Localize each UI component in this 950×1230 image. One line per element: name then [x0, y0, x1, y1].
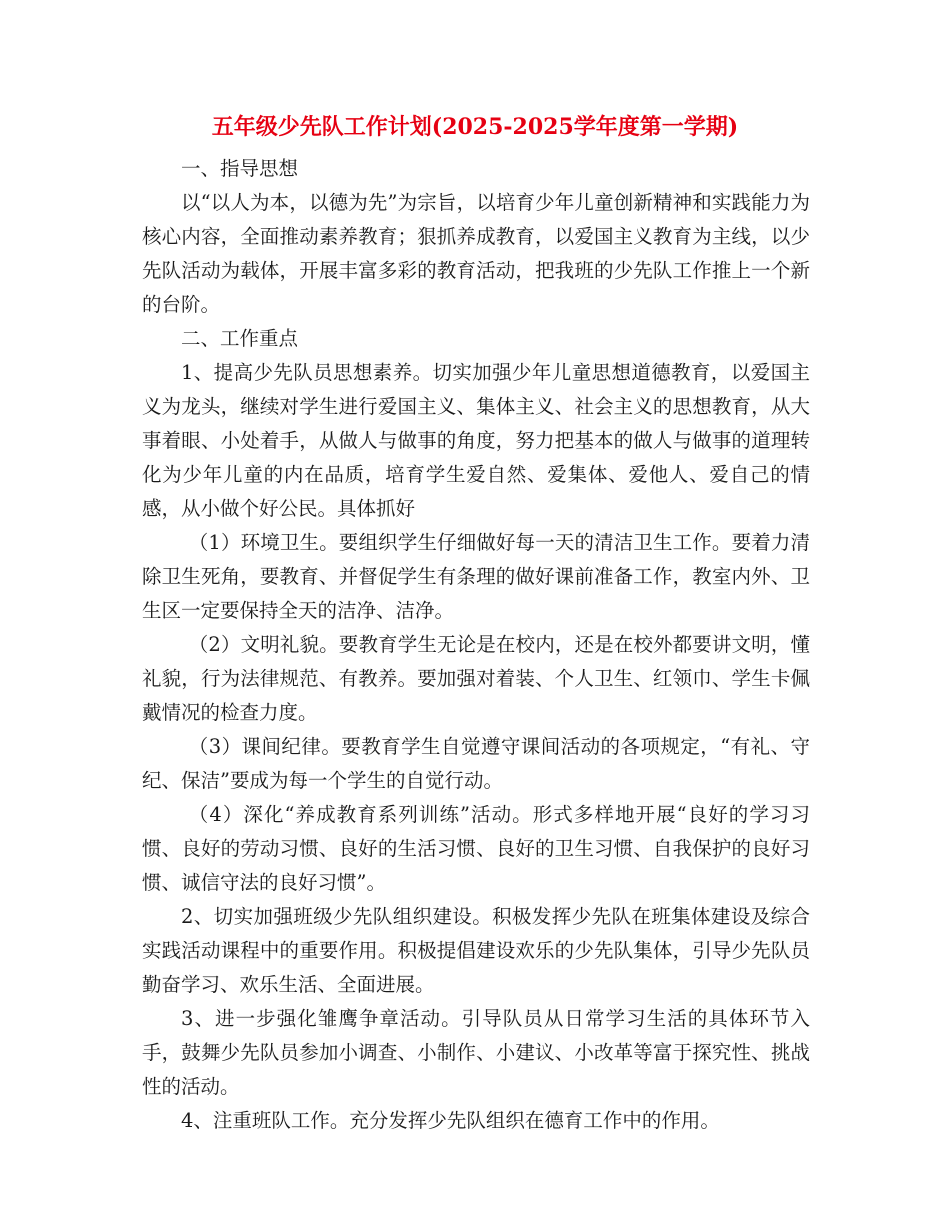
paragraph-item-1: 1、提高少先队员思想素养。切实加强少年儿童思想道德教育，以爱国主义为龙头，继续对学生进行爱国主义、集体主义、社会主义的思想教育，从大事着眼、小处着手，从做人与做事的角度，努力把基本的做人与做事的道理转化为少年儿童的内在品质，培育学生爱自然、爱集体、爱他人、爱自己的情感，从小做个好公民。具体抓好 [142, 361, 810, 520]
document-body [142, 152, 810, 1138]
paragraph-subitem-3: （3）课间纪律。要教育学生自觉遵守课间活动的各项规定，“有礼、守纪、保洁”要成为每一个学生的自觉行动。 [142, 735, 810, 792]
paragraph-item-2: 2、切实加强班级少先队组织建设。积极发挥少先队在班集体建设及综合实践活动课程中的重要作用。积极提倡建设欢乐的少先队集体，引导少先队员勤奋学习、欢乐生活、全面进展。 [142, 905, 810, 996]
paragraph-item-3: 3、进一步强化雏鹰争章活动。引导队员从日常学习生活的具体环节入手，鼓舞少先队员参加小调查、小制作、小建议、小改革等富于探究性、挑战性的活动。 [142, 1007, 810, 1098]
paragraph-item-4: 4、注重班队工作。充分发挥少先队组织在德育工作中的作用。 [181, 1109, 720, 1132]
paragraph-subitem-1: （1）环境卫生。要组织学生仔细做好每一天的清洁卫生工作。要着力清除卫生死角，要教育、并督促学生有条理的做好课前准备工作，教室内外、卫生区一定要保持全天的洁净、洁净。 [142, 531, 810, 622]
section-heading-work-focus: 二、工作重点 [181, 327, 299, 350]
paragraph-guiding-thought: 以“以人为本，以德为先”为宗旨，以培育少年儿童创新精神和实践能力为核心内容，全面推动素养教育；狠抓养成教育，以爱国主义教育为主线，以少先队活动为载体，开展丰富多彩的教育活动，把我班的少先队工作推上一个新的台阶。 [142, 191, 810, 316]
paragraph-subitem-2: （2）文明礼貌。要教育学生无论是在校内，还是在校外都要讲文明，懂礼貌，行为法律规范、有教养。要加强对着装、个人卫生、红领巾、学生卡佩戴情况的检查力度。 [142, 633, 810, 724]
document-title: 五年级少先队工作计划(2025-2025学年度第一学期) [211, 114, 739, 140]
section-heading-guiding-thought: 一、指导思想 [181, 157, 299, 180]
paragraph-subitem-4: （4）深化“养成教育系列训练”活动。形式多样地开展“良好的学习习惯、良好的劳动习惯、良好的生活习惯、良好的卫生习惯、自我保护的良好习惯、诚信守法的良好习惯”。 [142, 803, 810, 894]
